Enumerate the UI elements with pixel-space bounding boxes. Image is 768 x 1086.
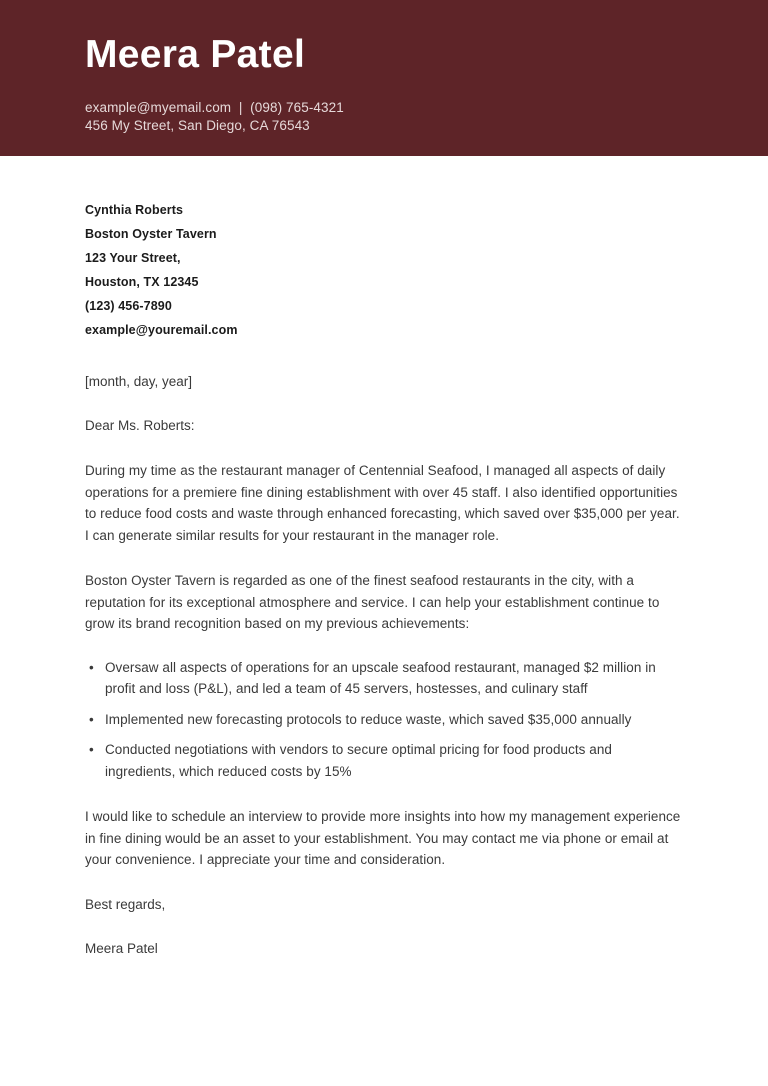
bullet-icon: • bbox=[89, 711, 94, 727]
letter-body bbox=[0, 198, 768, 959]
list-item bbox=[85, 709, 681, 731]
list-item bbox=[85, 657, 681, 700]
letter-paragraph-1: During my time as the restaurant manager of Centennial Seafood, I managed all aspects of daily operations for a premiere fine dining establishment with over 45 staff. I also identified opportunities to reduce food costs and waste through enhanced forecasting, which saved over $35,000 per year. I can generate similar results for your restaurant in the manager role. bbox=[85, 463, 680, 543]
achievements-list bbox=[85, 657, 681, 783]
letter-signature: Meera Patel bbox=[85, 940, 158, 956]
recipient-phone: (123) 456-7890 bbox=[85, 299, 172, 313]
recipient-street: 123 Your Street, bbox=[85, 251, 181, 265]
contact-line-email-phone: example@myemail.com | (098) 765-4321 bbox=[85, 100, 344, 115]
letter-header bbox=[0, 0, 768, 156]
recipient-name: Cynthia Roberts bbox=[85, 203, 184, 217]
letter-paragraph-3: I would like to schedule an interview to provide more insights into how my management experience in fine dining would be an asset to your establishment. You may contact me via phone or email at your convenience. I appreciate your time and consideration. bbox=[85, 809, 681, 867]
list-item-text: Implemented new forecasting protocols to reduce waste, which saved $35,000 annually bbox=[105, 711, 632, 727]
letter-closing: Best regards, bbox=[85, 896, 166, 912]
contact-line-address: 456 My Street, San Diego, CA 76543 bbox=[85, 118, 310, 133]
recipient-email: example@youremail.com bbox=[85, 323, 238, 337]
applicant-contact-block bbox=[85, 99, 683, 135]
applicant-name: Meera Patel bbox=[85, 33, 306, 76]
bullet-icon: • bbox=[89, 659, 94, 675]
letter-date: [month, day, year] bbox=[85, 374, 193, 389]
bullet-icon: • bbox=[89, 742, 94, 757]
recipient-company: Boston Oyster Tavern bbox=[85, 227, 217, 241]
recipient-block bbox=[85, 198, 683, 342]
list-item-text: Oversaw all aspects of operations for an upscale seafood restaurant, managed $2 million in profit and loss (P&L), and led a team of 45 servers, hostesses, and culinary staff bbox=[105, 659, 656, 696]
recipient-city-state-zip: Houston, TX 12345 bbox=[85, 275, 199, 289]
list-item-text: Conducted negotiations with vendors to secure optimal pricing for food products and ingredients, which reduced costs by 15% bbox=[105, 742, 612, 779]
letter-paragraph-2: Boston Oyster Tavern is regarded as one of the finest seafood restaurants in the city, with a reputation for its exceptional atmosphere and service. I can help your establishment continue to grow its brand recognition based on my previous achievements: bbox=[85, 573, 660, 631]
list-item bbox=[85, 739, 681, 782]
letter-salutation: Dear Ms. Roberts: bbox=[85, 418, 195, 433]
